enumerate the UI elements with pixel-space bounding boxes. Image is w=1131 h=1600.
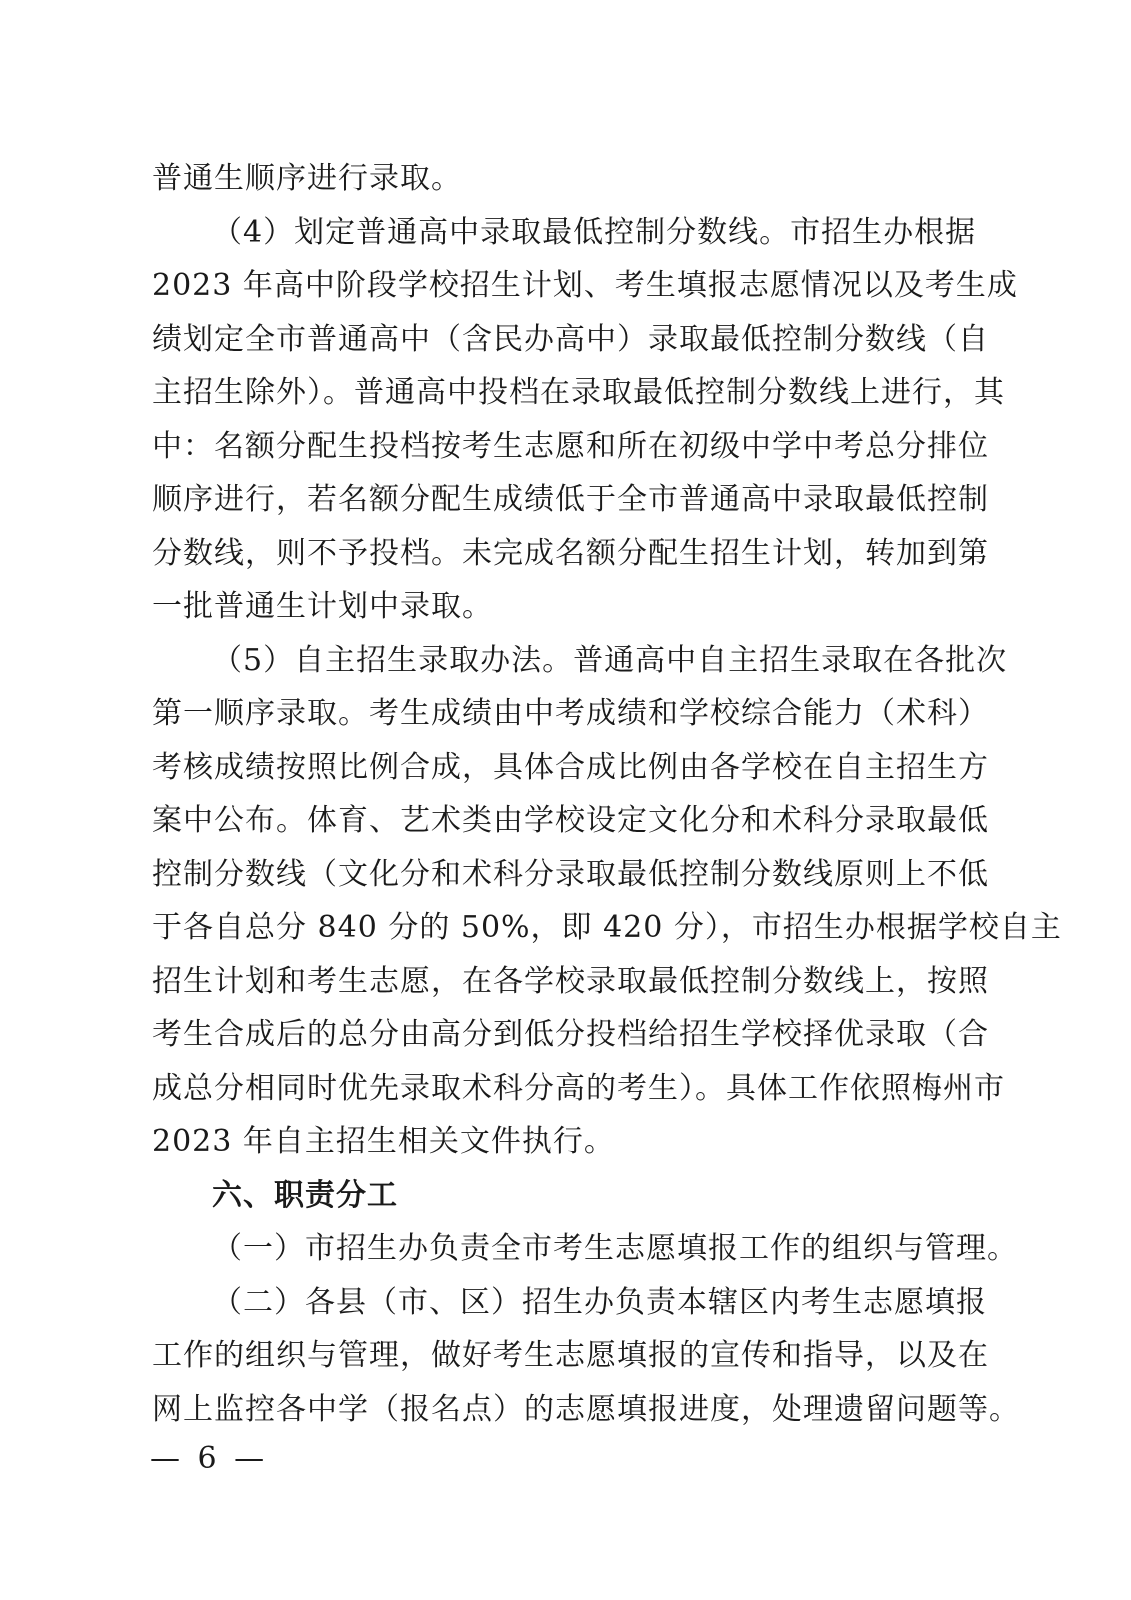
text-line: 第一顺序录取。考生成绩由中考成绩和学校综合能力（术科） [152, 696, 989, 731]
text-line: （二）各县（市、区）招生办负责本辖区内考生志愿填报 [212, 1285, 987, 1320]
page-number: — 6 — [150, 1441, 269, 1476]
text-line: 2023 年高中阶段学校招生计划、考生填报志愿情况以及考生成 [152, 268, 1018, 303]
text-line: 一批普通生计划中录取。 [152, 589, 493, 624]
text-line: 普通生顺序进行录取。 [152, 161, 462, 196]
text-line: 2023 年自主招生相关文件执行。 [152, 1124, 615, 1159]
text-line: 于各自总分 840 分的 50%，即 420 分），市招生办根据学校自主 [152, 910, 1062, 945]
text-line: 案中公布。体育、艺术类由学校设定文化分和术科分录取最低 [152, 803, 989, 838]
text-line: （5）自主招生录取办法。普通高中自主招生录取在各批次 [212, 643, 1008, 678]
text-line: 中：名额分配生投档按考生志愿和所在初级中学中考总分排位 [152, 429, 989, 464]
text-line: （4）划定普通高中录取最低控制分数线。市招生办根据 [212, 215, 977, 250]
text-line: 分数线，则不予投档。未完成名额分配生招生计划，转加到第 [152, 536, 989, 571]
text-line: 工作的组织与管理，做好考生志愿填报的宣传和指导，以及在 [152, 1338, 989, 1373]
text-line: （一）市招生办负责全市考生志愿填报工作的组织与管理。 [212, 1231, 1018, 1266]
text-line: 顺序进行，若名额分配生成绩低于全市普通高中录取最低控制 [152, 482, 989, 517]
text-line: 成总分相同时优先录取术科分高的考生）。具体工作依照梅州市 [152, 1071, 1005, 1106]
text-line: 网上监控各中学（报名点）的志愿填报进度，处理遗留问题等。 [152, 1392, 1020, 1427]
text-line: 招生计划和考生志愿，在各学校录取最低控制分数线上，按照 [152, 964, 989, 999]
section-heading: 六、职责分工 [212, 1178, 398, 1213]
text-line: 考生合成后的总分由高分到低分投档给招生学校择优录取（合 [152, 1017, 989, 1052]
text-line: 控制分数线（文化分和术科分录取最低控制分数线原则上不低 [152, 857, 989, 892]
text-line: 考核成绩按照比例合成，具体合成比例由各学校在自主招生方 [152, 750, 989, 785]
text-line: 绩划定全市普通高中（含民办高中）录取最低控制分数线（自 [152, 322, 989, 357]
text-line: 主招生除外）。普通高中投档在录取最低控制分数线上进行，其 [152, 375, 1005, 410]
